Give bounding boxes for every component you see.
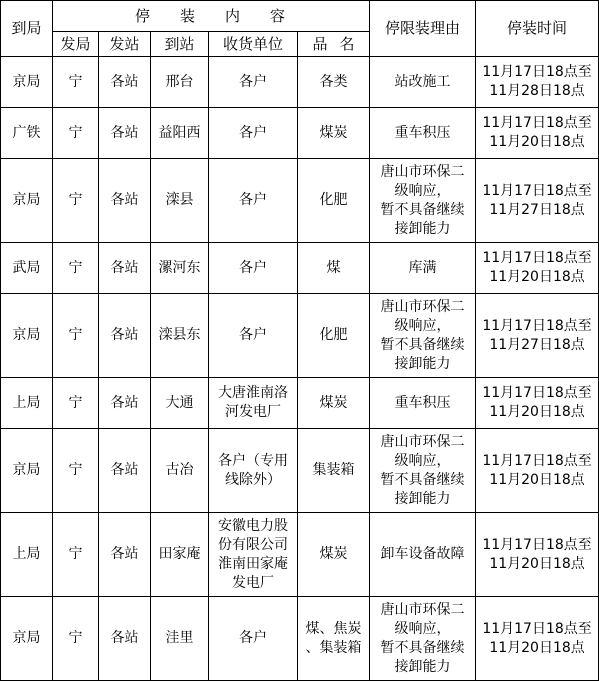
from-bureau-cell: 宁 xyxy=(53,108,99,159)
goods-cell xyxy=(298,597,370,681)
goods-cell xyxy=(298,429,370,513)
time-cell xyxy=(476,159,599,243)
reason-cell-line: 暂不具备继续 xyxy=(380,336,465,353)
to-bureau-cell: 京局 xyxy=(1,159,53,243)
reason-cell-line: 唐山市环保二 xyxy=(380,163,465,180)
reason-cell-line: 接卸能力 xyxy=(394,658,451,675)
table-row xyxy=(1,513,599,597)
goods-cell-line: 煤炭 xyxy=(319,394,348,411)
consignee-cell-line: 各户 xyxy=(239,73,267,90)
goods-cell xyxy=(298,378,370,429)
header-reason: 停限装理由 xyxy=(370,1,476,57)
from-station-cell: 各站 xyxy=(99,159,151,243)
consignee-cell xyxy=(209,57,298,108)
goods-cell xyxy=(298,513,370,597)
table-row xyxy=(1,57,599,108)
header-time: 停装时间 xyxy=(476,1,599,57)
from-bureau-cell: 宁 xyxy=(53,294,99,378)
time-cell-line: 11月20日18点 xyxy=(489,555,585,572)
goods-cell xyxy=(298,57,370,108)
consignee-cell-line: 各户 xyxy=(239,124,267,141)
table-row xyxy=(1,429,599,513)
consignee-cell xyxy=(209,243,298,294)
time-cell xyxy=(476,294,599,378)
table-row xyxy=(1,378,599,429)
table-row xyxy=(1,159,599,243)
goods-cell-line: 煤、焦炭 xyxy=(305,620,362,637)
reason-cell-line: 级响应， xyxy=(394,317,451,334)
goods-cell-line: 化肥 xyxy=(319,327,348,343)
reason-cell-line: 重车积压 xyxy=(394,394,451,411)
reason-cell xyxy=(370,159,476,243)
from-station-cell: 各站 xyxy=(99,243,151,294)
time-cell xyxy=(476,513,599,597)
consignee-cell xyxy=(209,597,298,681)
time-cell-line: 11月17日18点至 xyxy=(482,385,592,401)
from-station-cell: 各站 xyxy=(99,378,151,429)
reason-cell xyxy=(370,513,476,597)
dest-station-cell: 古冶 xyxy=(151,429,209,513)
from-bureau-cell: 宁 xyxy=(53,243,99,294)
reason-cell-line: 暂不具备继续 xyxy=(380,201,465,218)
consignee-cell-line: 河发电厂 xyxy=(225,404,281,420)
reason-cell-line: 重车积压 xyxy=(394,124,451,141)
goods-cell xyxy=(298,294,370,378)
time-cell xyxy=(476,429,599,513)
reason-cell-line: 暂不具备继续 xyxy=(380,471,465,488)
goods-cell-line: 、集装箱 xyxy=(305,639,362,656)
time-cell-line: 11月20日18点 xyxy=(489,404,585,420)
reason-cell-line: 级响应， xyxy=(394,620,451,637)
reason-cell-line: 级响应， xyxy=(394,182,451,199)
from-station-cell: 各站 xyxy=(99,429,151,513)
time-cell-line: 11月20日18点 xyxy=(489,471,585,488)
consignee-cell xyxy=(209,159,298,243)
reason-cell-line: 级响应， xyxy=(394,452,451,469)
consignee-cell-line: 各户 xyxy=(239,630,267,646)
time-cell-line: 11月20日18点 xyxy=(489,134,585,150)
dest-station-cell: 大通 xyxy=(151,378,209,429)
consignee-cell-line: 各户 xyxy=(239,259,267,276)
table-row xyxy=(1,243,599,294)
goods-cell xyxy=(298,108,370,159)
table-row xyxy=(1,294,599,378)
consignee-cell xyxy=(209,429,298,513)
goods-cell xyxy=(298,159,370,243)
reason-cell-line: 暂不具备继续 xyxy=(380,639,465,656)
table-row xyxy=(1,108,599,159)
reason-cell xyxy=(370,429,476,513)
reason-cell-line: 唐山市环保二 xyxy=(380,298,465,315)
consignee-cell-line: 份有限公司 xyxy=(218,536,288,553)
time-cell-line: 11月17日18点至 xyxy=(482,317,592,334)
reason-cell-line: 接卸能力 xyxy=(394,490,451,507)
consignee-cell xyxy=(209,513,298,597)
time-cell-line: 11月17日18点至 xyxy=(482,620,592,637)
consignee-cell-line: 大唐淮南洛 xyxy=(218,385,288,401)
from-station-cell: 各站 xyxy=(99,513,151,597)
consignee-cell-line: 各户 xyxy=(239,192,267,208)
to-bureau-cell: 上局 xyxy=(1,513,53,597)
goods-cell-line: 煤 xyxy=(326,259,341,276)
reason-cell xyxy=(370,57,476,108)
goods-cell xyxy=(298,243,370,294)
table-body xyxy=(1,57,599,681)
to-bureau-cell: 京局 xyxy=(1,294,53,378)
from-bureau-cell: 宁 xyxy=(53,159,99,243)
time-cell-line: 11月17日18点至 xyxy=(482,452,592,469)
time-cell-line: 11月20日18点 xyxy=(489,269,585,285)
time-cell-line: 11月27日18点 xyxy=(489,336,585,353)
time-cell xyxy=(476,108,599,159)
time-cell-line: 11月17日18点至 xyxy=(482,64,592,80)
reason-cell xyxy=(370,108,476,159)
consignee-cell xyxy=(209,294,298,378)
goods-cell-line: 煤炭 xyxy=(319,546,348,562)
reason-cell-line: 库满 xyxy=(408,259,437,276)
time-cell-line: 11月27日18点 xyxy=(489,201,585,218)
from-bureau-cell: 宁 xyxy=(53,429,99,513)
time-cell-line: 11月17日18点至 xyxy=(482,182,592,199)
dest-station-cell: 滦县东 xyxy=(151,294,209,378)
reason-cell xyxy=(370,378,476,429)
time-cell-line: 11月17日18点至 xyxy=(482,536,592,553)
consignee-cell-line: 各户 xyxy=(239,327,267,343)
time-cell-line: 11月17日18点至 xyxy=(482,115,592,131)
to-bureau-cell: 京局 xyxy=(1,597,53,681)
from-station-cell: 各站 xyxy=(99,597,151,681)
dest-station-cell: 邢台 xyxy=(151,57,209,108)
from-bureau-cell: 宁 xyxy=(53,378,99,429)
header-to-bureau: 到局 xyxy=(1,1,53,57)
reason-cell-line: 唐山市环保二 xyxy=(380,601,465,618)
reason-cell-line: 卸车设备故障 xyxy=(380,546,465,562)
time-cell xyxy=(476,243,599,294)
reason-cell-line: 接卸能力 xyxy=(394,220,451,237)
from-bureau-cell: 宁 xyxy=(53,57,99,108)
reason-cell xyxy=(370,597,476,681)
from-station-cell: 各站 xyxy=(99,57,151,108)
header-goods: 品名 xyxy=(298,32,370,57)
consignee-cell-line: 各户（专用 xyxy=(218,452,288,469)
dest-station-cell: 田家庵 xyxy=(151,513,209,597)
time-cell xyxy=(476,57,599,108)
dest-station-cell: 洼里 xyxy=(151,597,209,681)
dest-station-cell: 益阳西 xyxy=(151,108,209,159)
goods-cell-line: 集装箱 xyxy=(312,462,355,478)
consignee-cell-line: 线除外） xyxy=(225,471,281,488)
time-cell xyxy=(476,378,599,429)
consignee-cell xyxy=(209,108,298,159)
table-row xyxy=(1,597,599,681)
from-bureau-cell: 宁 xyxy=(53,513,99,597)
reason-cell xyxy=(370,243,476,294)
goods-cell-line: 化肥 xyxy=(319,192,348,208)
reason-cell-line: 唐山市环保二 xyxy=(380,433,465,450)
from-station-cell: 各站 xyxy=(99,294,151,378)
from-bureau-cell: 宁 xyxy=(53,597,99,681)
consignee-cell xyxy=(209,378,298,429)
header-from-station: 发站 xyxy=(99,32,151,57)
to-bureau-cell: 广铁 xyxy=(1,108,53,159)
consignee-cell-line: 淮南田家庵 xyxy=(218,555,288,572)
consignee-cell-line: 发电厂 xyxy=(232,574,274,591)
dest-station-cell: 漯河东 xyxy=(151,243,209,294)
time-cell xyxy=(476,597,599,681)
to-bureau-cell: 京局 xyxy=(1,57,53,108)
time-cell-line: 11月20日18点 xyxy=(489,639,585,656)
header-consignee: 收货单位 xyxy=(209,32,298,57)
from-station-cell: 各站 xyxy=(99,108,151,159)
to-bureau-cell: 上局 xyxy=(1,378,53,429)
reason-cell-line: 接卸能力 xyxy=(394,355,451,372)
time-cell-line: 11月17日18点至 xyxy=(482,250,592,266)
header-from-bureau: 发局 xyxy=(53,32,99,57)
goods-cell-line: 煤炭 xyxy=(319,124,348,141)
reason-cell-line: 站改施工 xyxy=(394,73,451,90)
to-bureau-cell: 武局 xyxy=(1,243,53,294)
consignee-cell-line: 安徽电力股 xyxy=(218,517,288,534)
time-cell-line: 11月28日18点 xyxy=(489,83,585,99)
reason-cell xyxy=(370,294,476,378)
dest-station-cell: 滦县 xyxy=(151,159,209,243)
header-stop-content: 停装内容 xyxy=(53,1,370,32)
goods-cell-line: 各类 xyxy=(319,73,348,90)
to-bureau-cell: 京局 xyxy=(1,429,53,513)
header-dest-station: 到站 xyxy=(151,32,209,57)
